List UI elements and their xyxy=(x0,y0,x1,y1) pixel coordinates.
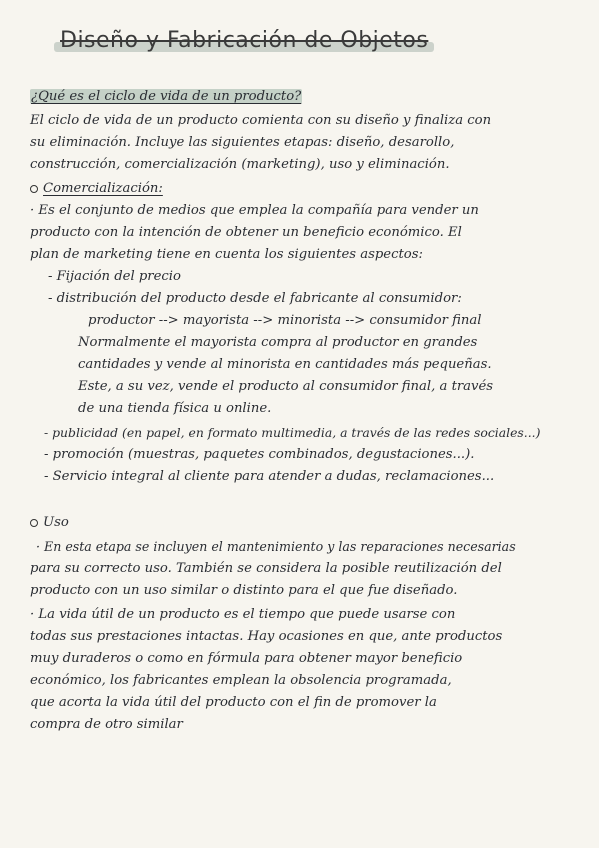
bullet-icon xyxy=(30,519,38,527)
comercializacion-line: - Fijación del precio xyxy=(48,269,181,284)
uso-line: compra de otro similar xyxy=(30,717,183,732)
bullet-icon xyxy=(30,185,38,193)
question-text: ¿Qué es el ciclo de vida de un producto? xyxy=(31,89,302,104)
comercializacion-line: producto con la intención de obtener un beneficio económico. El xyxy=(30,225,462,240)
comercializacion-line: Este, a su vez, vende el producto al consumidor final, a través xyxy=(78,379,494,394)
comercializacion-line: - publicidad (en papel, en formato multimedia, a través de las redes sociales...) xyxy=(44,425,541,440)
question-heading xyxy=(30,86,569,108)
page-title: Diseño y Fabricación de Objetos xyxy=(60,28,429,53)
comercializacion-line: Normalmente el mayorista compra al productor en grandes xyxy=(78,335,478,350)
comercializacion-line: cantidades y vende al minorista en cantidades más pequeñas. xyxy=(78,357,492,372)
uso-line: muy duraderos o como en fórmula para obtener mayor beneficio xyxy=(30,651,463,666)
section-heading-comercializacion xyxy=(30,178,569,200)
uso-line: todas sus prestaciones intactas. Hay ocasiones en que, ante productos xyxy=(30,629,503,644)
comercializacion-line: productor --> mayorista --> minorista --> consumidor final xyxy=(88,313,482,328)
section-heading-uso xyxy=(30,512,569,534)
heading-text: Comercialización: xyxy=(43,181,163,196)
comercializacion-line: · Es el conjunto de medios que emplea la compañía para vender un xyxy=(30,203,479,218)
heading-text: Uso xyxy=(43,515,69,530)
uso-line: para su correcto uso. También se considera la posible reutilización del xyxy=(30,561,502,576)
uso-line: producto con un uso similar o distinto para el que fue diseñado. xyxy=(30,583,458,598)
uso-line: económico, los fabricantes emplean la obsolencia programada, xyxy=(30,673,452,688)
comercializacion-line: plan de marketing tiene en cuenta los siguientes aspectos: xyxy=(30,247,423,262)
intro-line-2: su eliminación. Incluye las siguientes etapas: diseño, desarollo, xyxy=(30,135,455,150)
comercializacion-line: - promoción (muestras, paquetes combinados, degustaciones...). xyxy=(44,447,475,462)
uso-line: · En esta etapa se incluyen el mantenimiento y las reparaciones necesarias xyxy=(36,539,516,554)
intro-line-3: construcción, comercialización (marketing), uso y eliminación. xyxy=(30,157,450,172)
comercializacion-line: - distribución del producto desde el fabricante al consumidor: xyxy=(48,291,462,306)
intro-line-1: El ciclo de vida de un producto comienta con su diseño y finaliza con xyxy=(30,113,492,128)
uso-line: · La vida útil de un producto es el tiempo que puede usarse con xyxy=(30,607,456,622)
comercializacion-line: de una tienda física u online. xyxy=(78,401,272,416)
comercializacion-line: - Servicio integral al cliente para atender a dudas, reclamaciones... xyxy=(44,469,495,484)
uso-line: que acorta la vida útil del producto con el fin de promover la xyxy=(30,695,437,710)
